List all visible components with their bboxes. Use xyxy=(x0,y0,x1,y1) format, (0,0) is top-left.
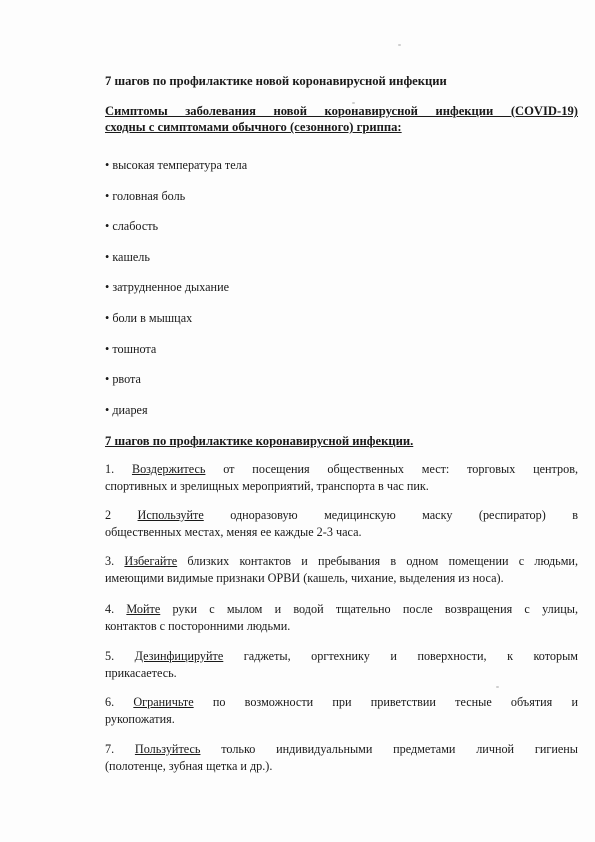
step-number: 2 xyxy=(105,508,138,522)
step-7 xyxy=(105,741,578,774)
symptom-item: • диарея xyxy=(105,402,148,417)
step-number: 6. xyxy=(105,695,134,709)
document-title: 7 шагов по профилактике новой коронавирусной инфекции xyxy=(105,74,447,88)
symptom-item: • кашель xyxy=(105,249,150,264)
step-line-2: имеющими видимые признаки ОРВИ (кашель, чихание, выделения из носа). xyxy=(105,570,504,585)
step-verb: Используйте xyxy=(137,508,204,522)
step-text: по возможности при приветствии тесные объятия и xyxy=(193,695,578,709)
step-line-1 xyxy=(105,648,578,665)
step-line-2: прикасаетесь. xyxy=(105,665,177,680)
steps-heading: 7 шагов по профилактике коронавирусной инфекции. xyxy=(105,434,414,448)
scan-speck xyxy=(496,686,499,688)
step-text: одноразовую медицинскую маску (респиратор) в xyxy=(203,508,578,522)
step-text: только индивидуальными предметами личной гигиены xyxy=(200,742,578,756)
scan-speck xyxy=(352,102,355,104)
symptom-item: • слабость xyxy=(105,219,159,234)
symptoms-intro-line-1: Симптомы заболевания новой коронавирусной инфекции (COVID-19) xyxy=(105,104,578,118)
step-verb: Избегайте xyxy=(124,554,178,568)
step-5 xyxy=(105,648,578,681)
step-verb: Пользуйтесь xyxy=(134,742,201,756)
step-line-2: рукопожатия. xyxy=(105,711,175,726)
symptom-item: • тошнота xyxy=(105,341,157,356)
step-text: руки с мылом и водой тщательно после возвращения с улицы, xyxy=(160,602,578,616)
step-verb: Мойте xyxy=(126,602,161,616)
step-number: 7. xyxy=(105,742,135,756)
step-1 xyxy=(105,461,578,494)
step-6 xyxy=(105,694,578,727)
step-number: 5. xyxy=(105,649,135,663)
symptoms-intro xyxy=(105,103,578,135)
symptoms-list xyxy=(105,157,247,432)
symptom-item: • головная боль xyxy=(105,188,186,203)
step-verb: Воздержитесь xyxy=(131,462,206,476)
symptoms-intro-line-2: сходны с симптомами обычного (сезонного) гриппа: xyxy=(105,120,402,134)
symptom-item: • рвота xyxy=(105,372,141,387)
step-4 xyxy=(105,601,578,634)
step-line-2: общественных местах, меняя ее каждые 2-3 часа. xyxy=(105,524,362,539)
step-verb: Дезинфицируйте xyxy=(134,649,224,663)
symptom-item: • высокая температура тела xyxy=(105,158,248,172)
step-text: от посещения общественных мест: торговых центров, xyxy=(205,462,579,476)
step-line-1 xyxy=(105,694,578,711)
step-line-1 xyxy=(105,507,578,524)
step-number: 3. xyxy=(105,554,125,568)
step-verb: Ограничьте xyxy=(133,695,194,709)
step-text: гаджеты, оргтехнику и поверхности, к которым xyxy=(223,649,578,663)
step-3 xyxy=(105,553,578,586)
scan-speck xyxy=(398,44,401,46)
step-line-2: контактов с посторонними людьми. xyxy=(105,618,291,633)
step-line-2: (полотенце, зубная щетка и др.). xyxy=(105,758,273,773)
step-number: 4. xyxy=(105,602,127,616)
symptom-item: • боли в мышцах xyxy=(105,310,193,325)
step-line-1 xyxy=(105,601,578,618)
step-text: близких контактов и пребывания в одном помещении с людьми, xyxy=(177,554,579,568)
step-line-1 xyxy=(105,553,578,570)
step-line-1 xyxy=(105,741,578,758)
step-line-1 xyxy=(105,461,578,478)
step-2 xyxy=(105,507,578,540)
step-line-2: спортивных и зрелищных мероприятий, транспорта в час пик. xyxy=(105,478,429,493)
symptom-item: • затрудненное дыхание xyxy=(105,280,230,295)
step-number: 1. xyxy=(105,462,132,476)
